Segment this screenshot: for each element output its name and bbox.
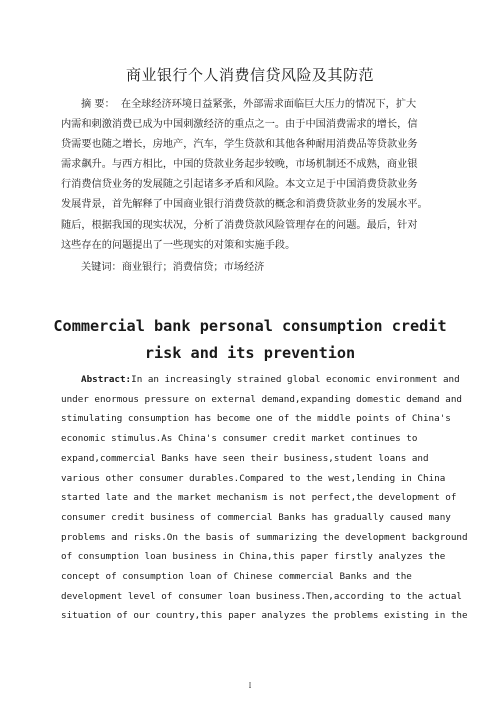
english-abstract-line: of consumption loan business in China,this paper firstly analyzes the bbox=[61, 551, 446, 563]
chinese-abstract-line: 贷需要也随之增长，房地产，汽车，学生贷款和其他各种耐用消费品等贷款业务 bbox=[61, 139, 418, 151]
english-abstract-line: consumer credit business of commercial Banks has gradually caused many bbox=[61, 511, 451, 523]
english-abstract-label: Abstract: bbox=[81, 374, 132, 385]
english-abstract-line: various other consumer durables.Compared to the west,lending in China bbox=[61, 472, 446, 484]
chinese-abstract-line: 内需和刺激消费已成为中国刺激经济的重点之一。由于中国消费需求的增长，信 bbox=[61, 119, 418, 131]
english-abstract-line: under enormous pressure on external demand,expanding domestic demand and bbox=[61, 393, 462, 405]
chinese-abstract-text: 在全球经济环境日益紧张，外部需求面临巨大压力的情况下，扩大 bbox=[120, 99, 417, 110]
chinese-abstract-line: 行消费信贷业务的发展随之引起诸多矛盾和风险。本文立足于中国消费贷款业务 bbox=[61, 179, 418, 191]
english-abstract-line: expand,commercial Banks have seen their business,student loans and bbox=[61, 452, 429, 464]
english-abstract bbox=[61, 370, 468, 626]
english-abstract-text: In an increasingly strained global economic environment and bbox=[131, 374, 460, 385]
english-abstract-line: economic stimulus.As China's consumer credit market continues to bbox=[61, 433, 418, 445]
english-title bbox=[0, 313, 500, 367]
chinese-abstract-line: 这些存在的问题提出了一些现实的对策和实施手段。 bbox=[61, 239, 296, 251]
english-title-line: Commercial bank personal consumption credit bbox=[53, 317, 447, 335]
chinese-title: 商业银行个人消费信贷风险及其防范 bbox=[125, 66, 374, 84]
chinese-abstract-label: 摘 要： bbox=[81, 99, 115, 110]
chinese-abstract-line: 需求飙升。与西方相比，中国的贷款业务起步较晚，市场机制还不成熟，商业银 bbox=[61, 159, 418, 171]
chinese-abstract bbox=[61, 95, 441, 256]
page-number: I bbox=[248, 682, 252, 690]
chinese-abstract-line: 发展背景，首先解释了中国商业银行消费贷款的概念和消费贷款业务的发展水平。 bbox=[61, 199, 428, 211]
english-abstract-line: development level of consumer loan business.Then,according to the actual bbox=[61, 590, 462, 602]
english-title-line: risk and its prevention bbox=[144, 344, 356, 362]
english-abstract-line: situation of our country,this paper analyzes the problems existing in the bbox=[61, 610, 468, 622]
english-abstract-line: stimulating consumption has become one of the middle points of China's bbox=[61, 413, 451, 425]
chinese-abstract-line: 随后，根据我国的现实状况，分析了消费贷款风险管理存在的问题。最后，针对 bbox=[61, 219, 418, 231]
english-abstract-first-line bbox=[61, 370, 460, 390]
english-abstract-line: concept of consumption loan of Chinese commercial Banks and the bbox=[61, 571, 412, 583]
chinese-abstract-first-line bbox=[61, 95, 441, 115]
english-abstract-line: problems and risks.On the basis of summarizing the development background bbox=[61, 531, 468, 543]
english-abstract-line: started late and the market mechanism is not perfect,the development of bbox=[61, 492, 457, 504]
chinese-keywords: 关键词：商业银行；消费信贷；市场经济 bbox=[81, 262, 265, 273]
